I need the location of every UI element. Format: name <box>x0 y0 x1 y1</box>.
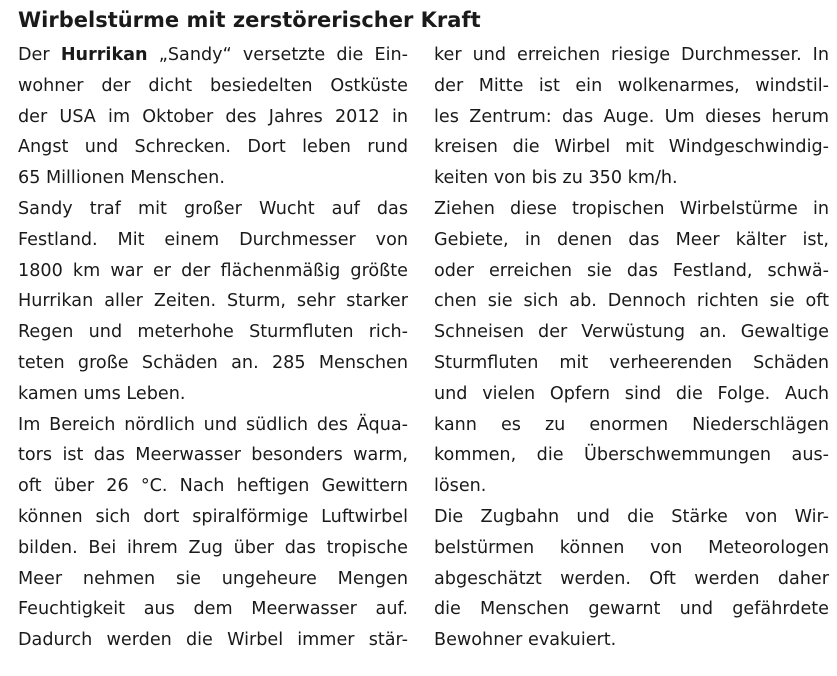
text-line: der Mitte ist ein wolkenarmes, windstil- <box>434 75 829 96</box>
text-line: keiten von bis zu 350 km/h. <box>434 168 678 189</box>
text-line: tors ist das Meerwasser besonders warm, <box>18 445 408 466</box>
text-line: kommen, die Überschwemmungen aus- <box>434 445 829 466</box>
keyword-hurrikan: Hurrikan <box>60 45 148 65</box>
text-line: 65 Millionen Menschen. <box>18 168 225 189</box>
text-line: können sich dort spiralförmige Luftwirbel <box>18 506 408 527</box>
right-column <box>434 40 829 656</box>
text-line: oft über 26 °C. Nach heftigen Gewittern <box>18 476 408 497</box>
text-line: kamen ums Leben. <box>18 383 186 404</box>
text-line: und vielen Opfern sind die Folge. Auch <box>434 383 829 404</box>
text-line: Bewohner evakuiert. <box>434 630 617 651</box>
text-line: kreisen die Wirbel mit Windgeschwindig- <box>434 137 829 158</box>
text-line: belstürmen können von Meteorologen <box>434 537 829 558</box>
text-line: teten große Schäden an. 285 Menschen <box>18 352 408 373</box>
text-line: lösen. <box>434 476 487 497</box>
text-line: chen sie sich ab. Dennoch richten sie oft <box>434 291 829 312</box>
text-line: Ziehen diese tropischen Wirbelstürme in <box>434 198 829 219</box>
text-line: Im Bereich nördlich und südlich des Äqua- <box>18 414 408 435</box>
text-line: abgeschätzt werden. Oft werden daher <box>434 568 829 589</box>
text-line: Sturmfluten mit verheerenden Schäden <box>434 352 829 373</box>
text-line: les Zentrum: das Auge. Um dieses herum <box>434 106 829 127</box>
text-line: ker und erreichen riesige Durchmesser. In <box>434 45 829 65</box>
text-line: oder erreichen sie das Festland, schwä- <box>434 260 829 281</box>
text-line: Regen und meterhohe Sturmfluten rich- <box>18 322 408 343</box>
text-line: Feuchtigkeit aus dem Meerwasser auf. <box>18 599 408 620</box>
text-fragment: Der <box>18 45 61 65</box>
text-fragment: „Sandy“ versetzte die Ein- <box>147 45 409 65</box>
text-line: kann es zu enormen Niederschlägen <box>434 414 829 435</box>
text-line: Die Zugbahn und die Stärke von Wir- <box>434 506 829 527</box>
text-line: Angst und Schrecken. Dort leben rund <box>18 137 408 158</box>
text-line: 1800 km war er der flächenmäßig größte <box>18 260 408 281</box>
text-line <box>18 40 408 71</box>
text-line: Gebiete, in denen das Meer kälter ist, <box>434 229 829 250</box>
text-line: die Menschen gewarnt und gefährdete <box>434 599 829 620</box>
text-line: der USA im Oktober des Jahres 2012 in <box>18 106 408 127</box>
text-line: wohner der dicht besiedelten Ostküste <box>18 75 408 96</box>
left-column <box>18 40 408 656</box>
text-line: Festland. Mit einem Durchmesser von <box>18 229 408 250</box>
article-heading: Wirbelstürme mit zerstörerischer Kraft <box>18 8 481 32</box>
text-line: Schneisen der Verwüstung an. Gewaltige <box>434 322 829 343</box>
text-line: Sandy traf mit großer Wucht auf das <box>18 198 408 219</box>
text-line: Hurrikan aller Zeiten. Sturm, sehr starker <box>18 291 408 312</box>
text-line: bilden. Bei ihrem Zug über das tropische <box>18 537 408 558</box>
text-line: Dadurch werden die Wirbel immer stär- <box>18 630 408 651</box>
text-line: Meer nehmen sie ungeheure Mengen <box>18 568 408 589</box>
